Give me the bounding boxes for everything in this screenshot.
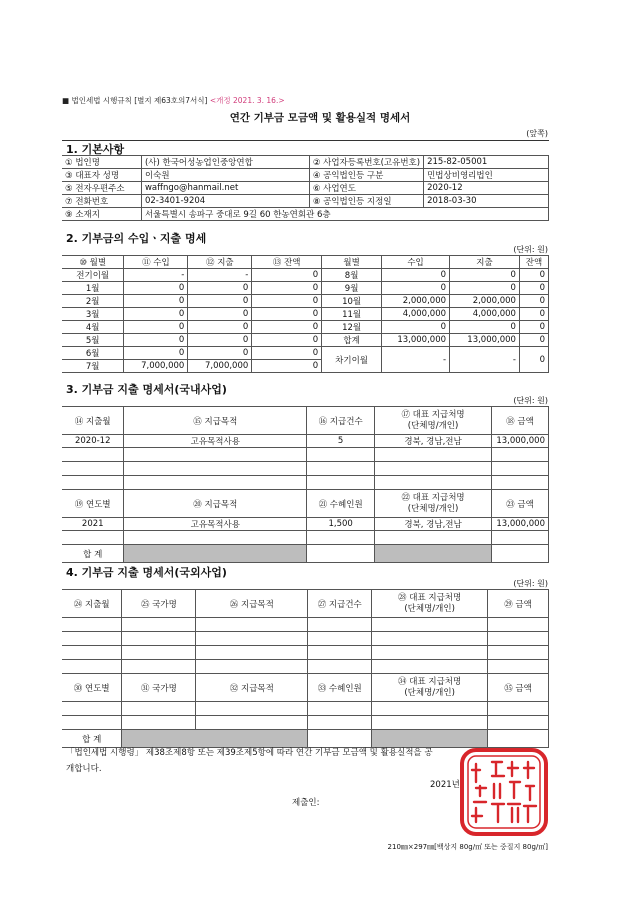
empty-cell [62,660,122,674]
document-title: 연간 기부금 모금액 및 활용실적 명세서 [229,112,411,124]
empty-cell [122,660,196,674]
expense-row [62,476,549,490]
table-header-row [62,407,549,435]
empty-cell [62,646,122,660]
month-row [62,334,549,347]
table-header-row [62,590,549,618]
recipient-value: 경북, 경남,전남 [375,518,492,531]
expense-value: 7,000,000 [188,360,252,373]
total-label: 합 계 [62,545,124,563]
empty-cell [375,476,492,490]
empty-cell [372,660,488,674]
empty-cell [122,716,196,730]
purpose-value: 고유목적사용 [124,518,307,531]
empty-cell [308,632,372,646]
empty-cell [62,531,124,545]
expense-value: 0 [188,308,252,321]
column-header: ㉒ 대표 지급처명 (단체명/개인) [375,490,492,518]
expense-value: 0 [188,334,252,347]
empty-cell [307,476,375,490]
table-header-row [62,256,549,269]
empty-cell [488,660,549,674]
empty-cell [122,702,196,716]
closing-statement: 「법인세법 시행령」 제38조제8항 또는 제39조제5항에 따라 연간 기부금 모금액 및 활용실적을 공 [66,748,433,758]
balance-value: 0 [519,295,548,308]
empty-cell [491,531,548,545]
balance-value: 0 [252,347,322,360]
empty-cell [124,448,307,462]
shaded-cell [375,545,492,563]
total-row [62,730,549,748]
empty-cell [372,618,488,632]
column-header: ㉓ 금액 [491,490,548,518]
income-value: 0 [382,321,450,334]
column-header: 수입 [382,256,450,269]
empty-cell [488,632,549,646]
field-label: ⑤ 전자우편주소 [62,182,141,195]
column-header: ㉖ 지급목적 [196,590,308,618]
income-value: 0 [124,308,188,321]
total-label: 합 계 [62,730,122,748]
column-header: 지출 [450,256,520,269]
expense-value: 13,000,000 [450,334,520,347]
closing-date: 2021년 [430,780,460,790]
official-seal-stamp [458,746,550,838]
empty-cell [124,531,307,545]
expense-value: 0 [188,282,252,295]
month-row [62,269,549,282]
column-header: ㉔ 지출월 [62,590,122,618]
basic-info-row [62,182,549,195]
expense-value: 0 [188,347,252,360]
count-value: 5 [307,435,375,448]
expense-row [62,646,549,660]
income-value: 0 [124,334,188,347]
month-row [62,347,549,360]
expense-row [62,435,549,448]
form-reference: ■ 법인세법 시행규칙 [별지 제63호의7서식] <개정 2021. 3. 16.> [62,96,285,105]
column-header: ㉝ 수혜인원 [308,674,372,702]
column-header: ㉘ 대표 지급처명 (단체명/개인) [372,590,488,618]
field-label: ② 사업자등록번호(고유번호) [309,156,423,169]
month-row [62,308,549,321]
column-header: ㉑ 수혜인원 [307,490,375,518]
field-value: 02-3401-9204 [141,195,309,208]
field-value: 2018-03-30 [424,195,549,208]
empty-cell [62,716,122,730]
empty-cell [307,531,375,545]
month-label: 12월 [322,321,382,334]
income-value: 0 [382,282,450,295]
column-header: ⑰ 대표 지급처명 (단체명/개인) [375,407,492,435]
empty-cell [122,618,196,632]
table-header-row [62,490,549,518]
closing-statement-cont: 개합니다. [66,764,102,774]
empty-cell [372,646,488,660]
month-label: 전기이월 [62,269,124,282]
balance-value: 0 [519,269,548,282]
expense-row [62,618,549,632]
domestic-expense-table [62,406,549,563]
empty-cell [62,632,122,646]
empty-cell [375,462,492,476]
section1-title: 1. 기본사항 [66,143,125,156]
column-header: ⑫ 지출 [188,256,252,269]
field-label: ④ 공익법인등 구분 [309,169,423,182]
field-label: ① 법인명 [62,156,141,169]
month-row [62,295,549,308]
column-header: ⑩ 월별 [62,256,124,269]
column-header: ㉚ 연도별 [62,674,122,702]
column-header: ㉕ 국가명 [122,590,196,618]
empty-cell [491,545,548,563]
expense-row [62,531,549,545]
income-value: 13,000,000 [382,334,450,347]
field-value: 이숙원 [141,169,309,182]
balance-value: 0 [252,308,322,321]
empty-cell [62,618,122,632]
period-value: 2020-12 [62,435,124,448]
month-label: 6월 [62,347,124,360]
expense-row [62,632,549,646]
income-value: 0 [124,282,188,295]
revision-note: <개정 2021. 3. 16.> [209,96,285,105]
income-expense-table [62,255,549,373]
month-label: 2월 [62,295,124,308]
expense-value: 0 [188,321,252,334]
carry-forward-label: 차기이월 [322,347,382,373]
empty-cell [122,646,196,660]
empty-cell [372,702,488,716]
basic-info-row [62,169,549,182]
empty-cell [491,462,548,476]
empty-cell [488,618,549,632]
income-value: 7,000,000 [124,360,188,373]
balance-value: 0 [252,295,322,308]
empty-cell [122,632,196,646]
column-header: ㉜ 지급목적 [196,674,308,702]
expense-value: 0 [450,282,520,295]
column-header: 잔액 [519,256,548,269]
empty-cell [124,476,307,490]
period-value: 2021 [62,518,124,531]
month-label: 5월 [62,334,124,347]
expense-value: - [188,269,252,282]
expense-row [62,448,549,462]
empty-cell [62,702,122,716]
field-value: 서울특별시 송파구 중대로 9길 60 한농연회관 6층 [141,208,548,221]
section3-title: 3. 기부금 지출 명세서(국내사업) [66,383,227,396]
income-value: 4,000,000 [382,308,450,321]
expense-row [62,660,549,674]
month-label: 11월 [322,308,382,321]
empty-cell [375,531,492,545]
basic-info-table [62,155,549,221]
month-label: 4월 [62,321,124,334]
section4-unit: (단위: 원) [513,579,548,588]
income-value: 0 [382,269,450,282]
submitter-label: 제출인: [292,798,320,808]
balance-value: 0 [519,282,548,295]
field-label: ③ 대표자 성명 [62,169,141,182]
month-label: 10월 [322,295,382,308]
empty-cell [308,618,372,632]
field-value: 민법상비영리법인 [424,169,549,182]
empty-cell [372,632,488,646]
empty-cell [124,462,307,476]
empty-cell [307,448,375,462]
empty-cell [62,448,124,462]
empty-cell [196,646,308,660]
expense-value: - [450,347,520,373]
income-value: 0 [124,295,188,308]
amount-value: 13,000,000 [491,435,548,448]
empty-cell [196,632,308,646]
empty-cell [488,702,549,716]
month-row [62,282,549,295]
expense-row [62,518,549,531]
month-label: 합계 [322,334,382,347]
recipient-value: 경북, 경남,전남 [375,435,492,448]
table-header-row [62,674,549,702]
section2-unit: (단위: 원) [513,245,548,254]
column-header: ㉞ 대표 지급처명 (단체명/개인) [372,674,488,702]
expense-value: 2,000,000 [450,295,520,308]
section4-title: 4. 기부금 지출 명세서(국외사업) [66,566,227,579]
column-header: ㉛ 국가명 [122,674,196,702]
column-header: ⑬ 잔액 [252,256,322,269]
empty-cell [62,462,124,476]
expense-value: 0 [450,321,520,334]
column-header: ㉟ 금액 [488,674,549,702]
expense-row [62,716,549,730]
balance-value: 0 [252,321,322,334]
column-header: ㉙ 금액 [488,590,549,618]
balance-value: 0 [519,321,548,334]
field-label: ⑦ 전화번호 [62,195,141,208]
shaded-cell [372,730,488,748]
empty-cell [488,646,549,660]
month-label: 8월 [322,269,382,282]
section3-unit: (단위: 원) [513,396,548,405]
empty-cell [307,545,375,563]
empty-cell [196,660,308,674]
balance-value: 0 [519,334,548,347]
column-header: 월별 [322,256,382,269]
column-header: ㉗ 지급건수 [308,590,372,618]
expense-value: 4,000,000 [450,308,520,321]
column-header: ⑯ 지급건수 [307,407,375,435]
empty-cell [307,462,375,476]
income-value: 2,000,000 [382,295,450,308]
month-row [62,321,549,334]
balance-value: 0 [252,334,322,347]
income-value: 0 [124,347,188,360]
field-value: waffngo@hanmail.net [141,182,309,195]
column-header: ⑪ 수입 [124,256,188,269]
income-value: - [382,347,450,373]
total-row [62,545,549,563]
column-header: ⑮ 지급목적 [124,407,307,435]
basic-info-row [62,156,549,169]
empty-cell [196,618,308,632]
column-header: ⑳ 지급목적 [124,490,307,518]
month-label: 9월 [322,282,382,295]
purpose-value: 고유목적사용 [124,435,307,448]
amount-value: 13,000,000 [491,518,548,531]
count-value: 1,500 [307,518,375,531]
basic-info-row [62,208,549,221]
overseas-expense-table [62,589,549,748]
empty-cell [488,716,549,730]
income-value: 0 [124,321,188,334]
column-header: ⑱ 금액 [491,407,548,435]
field-label: ⑥ 사업연도 [309,182,423,195]
month-label: 1월 [62,282,124,295]
empty-cell [62,476,124,490]
empty-cell [308,660,372,674]
expense-row [62,462,549,476]
empty-cell [375,448,492,462]
empty-cell [308,730,372,748]
basic-info-row [62,195,549,208]
field-value: 215-82-05001 [424,156,549,169]
balance-value: 0 [519,308,548,321]
empty-cell [372,716,488,730]
empty-cell [488,730,549,748]
empty-cell [308,716,372,730]
column-header: ⑲ 연도별 [62,490,124,518]
empty-cell [308,646,372,660]
expense-row [62,702,549,716]
page-side-label: (앞쪽) [526,129,548,138]
paper-spec: 210㎜×297㎜[백상지 80g/㎡ 또는 중질지 80g/㎡] [387,843,548,851]
month-label: 3월 [62,308,124,321]
field-value: 2020-12 [424,182,549,195]
balance-value: 0 [519,347,548,373]
field-value: (사) 한국어성농업인중앙연합 [141,156,309,169]
field-label: ⑧ 공익법인등 지정일 [309,195,423,208]
empty-cell [491,448,548,462]
balance-value: 0 [252,282,322,295]
balance-value: 0 [252,360,322,373]
field-label: ⑨ 소재지 [62,208,141,221]
shaded-cell [122,730,308,748]
empty-cell [308,702,372,716]
empty-cell [491,476,548,490]
month-label: 7월 [62,360,124,373]
shaded-cell [124,545,307,563]
expense-value: 0 [188,295,252,308]
column-header: ⑭ 지출월 [62,407,124,435]
income-value: - [124,269,188,282]
empty-cell [196,716,308,730]
expense-value: 0 [450,269,520,282]
balance-value: 0 [252,269,322,282]
empty-cell [196,702,308,716]
section2-title: 2. 기부금의 수입ㆍ지출 명세 [66,232,207,245]
